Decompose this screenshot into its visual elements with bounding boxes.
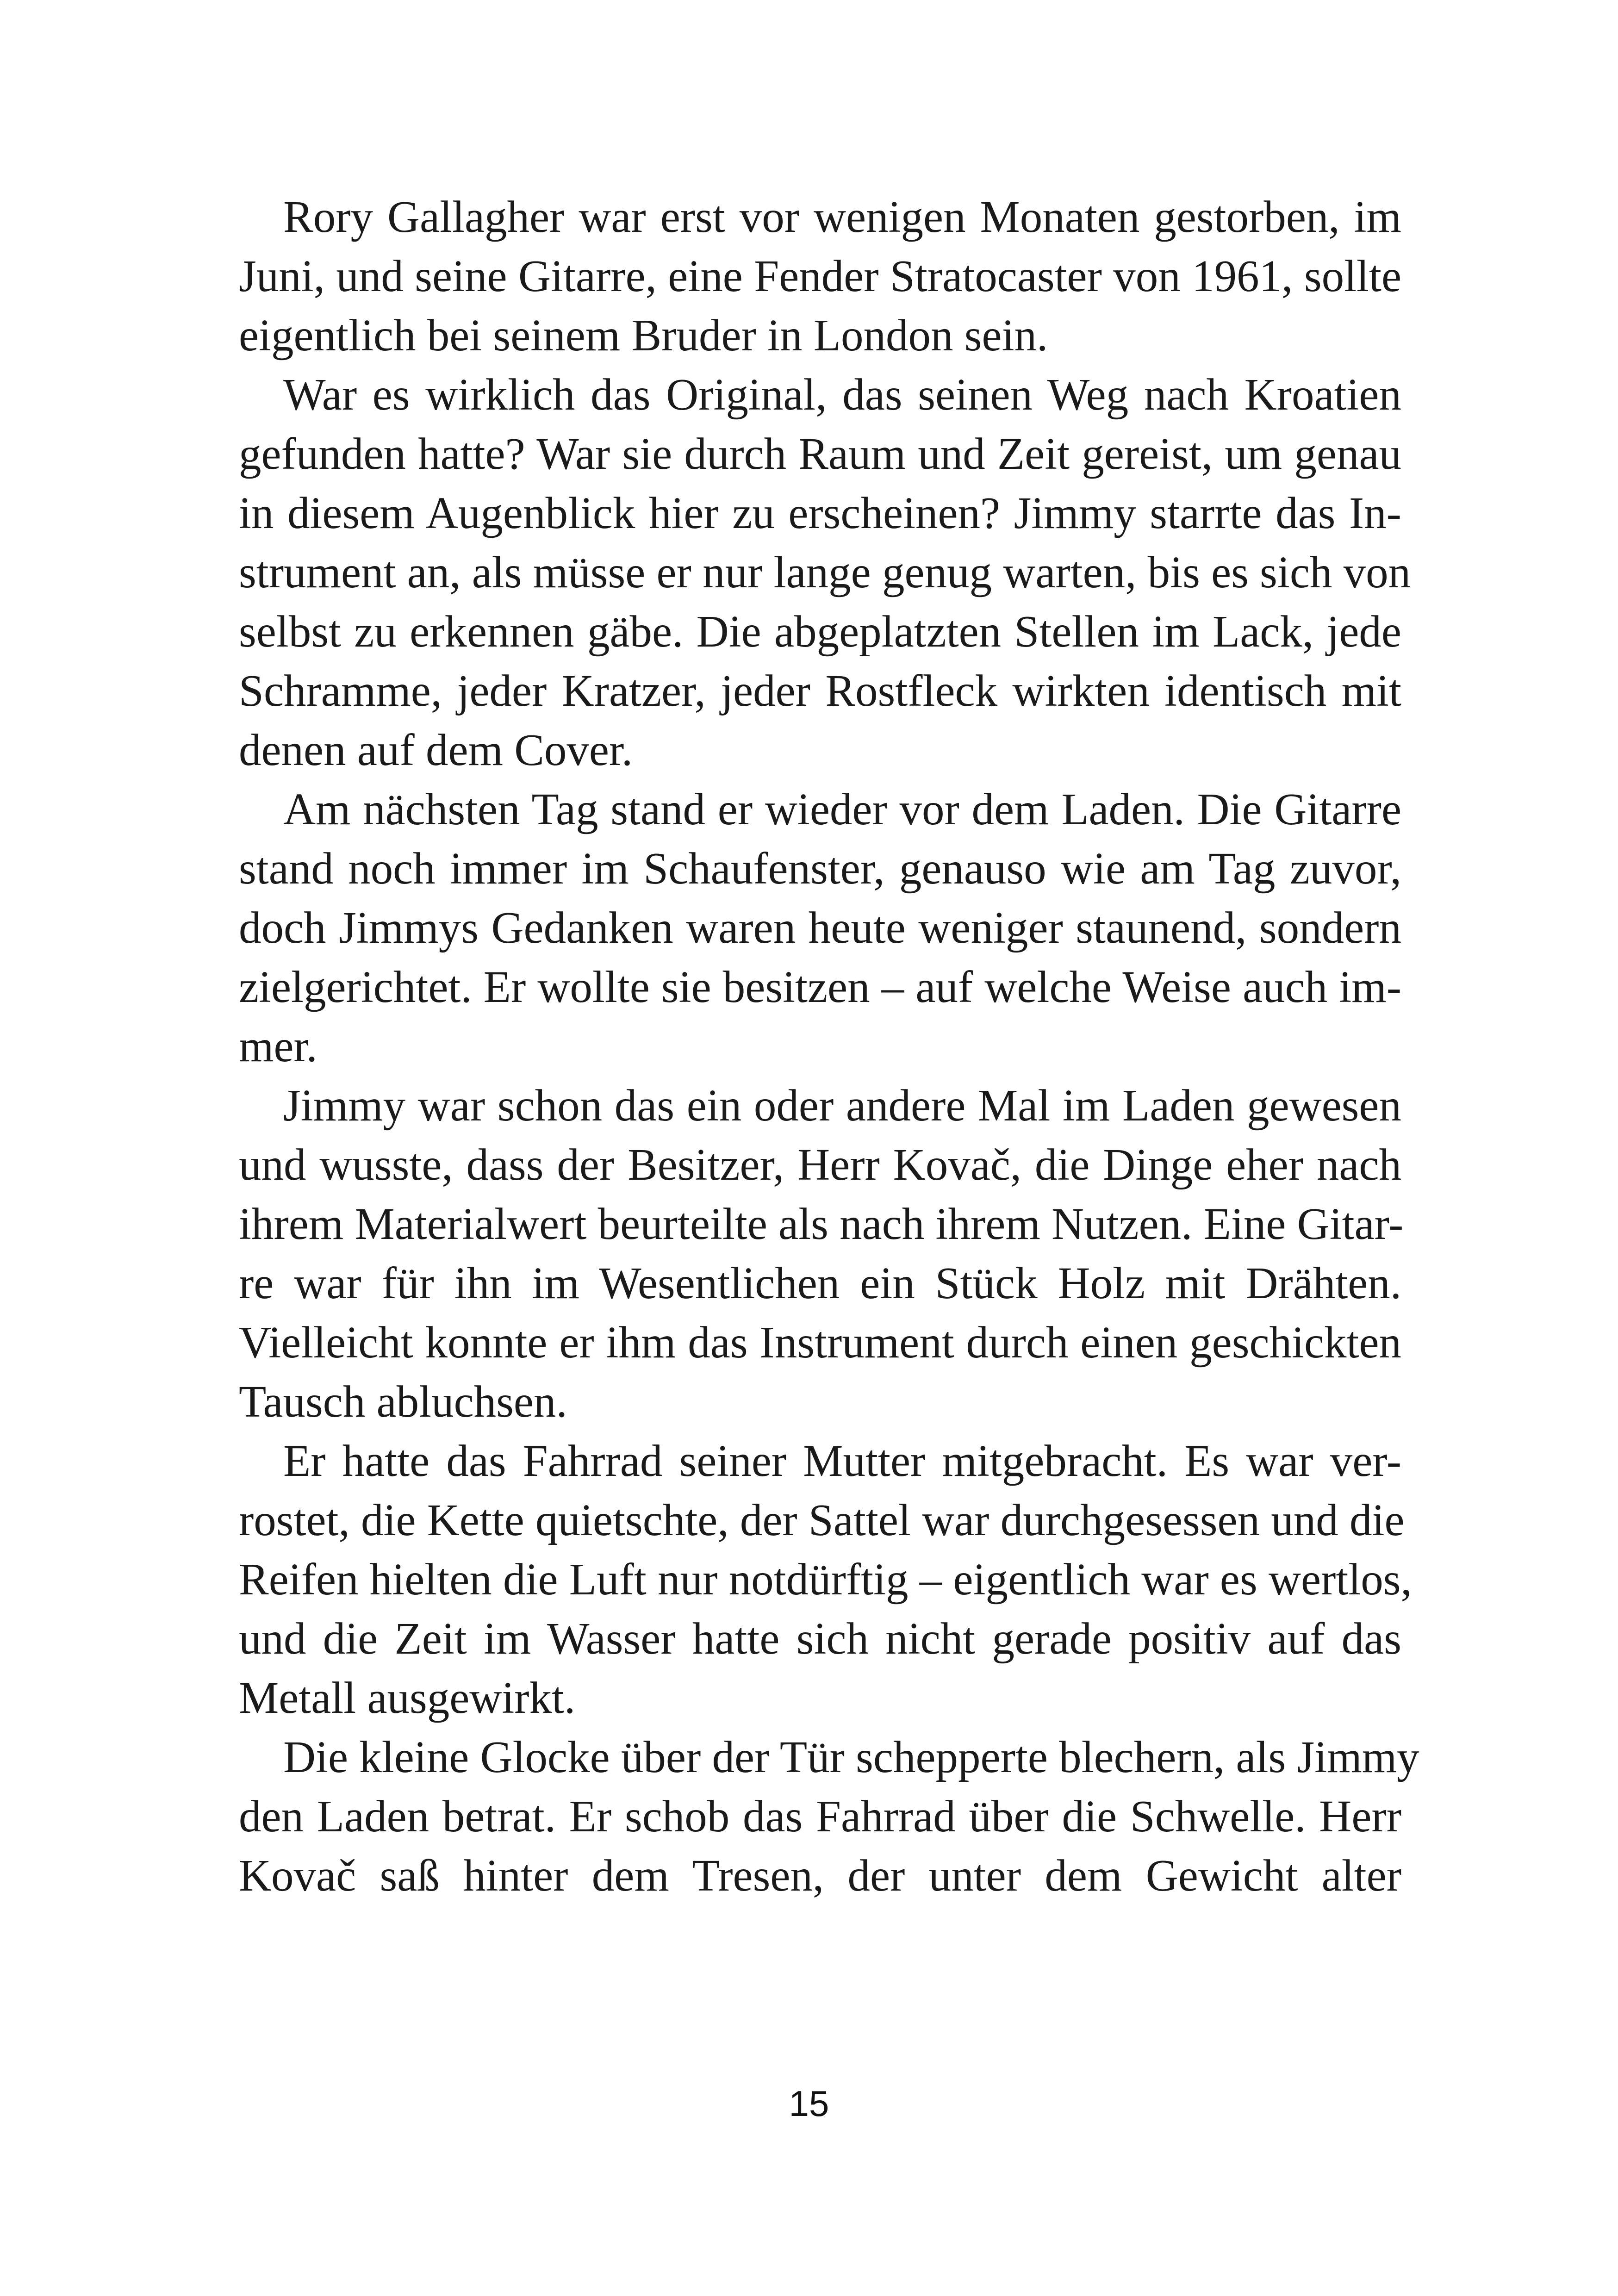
text-line: Jimmy war schon das ein oder andere Mal im Laden gewesen [283,1081,1401,1130]
text-line: und wusste, dass der Besitzer, Herr Kovač, die Dinge eher nach [239,1140,1401,1189]
text-line: doch Jimmys Gedanken waren heute weniger staunend, sondern [239,903,1401,952]
text-line: Kovač saß hinter dem Tresen, der unter dem Gewicht alter [239,1851,1401,1900]
text-line: ihrem Materialwert beurteilte als nach ihrem Nutzen. Eine Gitar- [239,1199,1404,1249]
text-line: denen auf dem Cover. [239,725,633,775]
text-line: und die Zeit im Wasser hatte sich nicht gerade positiv auf das [239,1614,1401,1663]
text-line: Am nächsten Tag stand er wieder vor dem Laden. Die Gitarre [283,784,1401,834]
paragraph [239,1728,1419,1905]
text-line: strument an, als müsse er nur lange genug warten, bis es sich von [239,548,1411,597]
text-line: eigentlich bei seinem Bruder in London sein. [239,311,1048,360]
body-text [239,187,1419,1905]
paragraph [239,1431,1412,1728]
text-line: stand noch immer im Schaufenster, genauso wie am Tag zuvor, [239,844,1401,893]
paragraph [239,187,1401,365]
text-line: gefunden hatte? War sie durch Raum und Zeit gereist, um genau [239,429,1401,479]
text-line: Rory Gallagher war erst vor wenigen Monaten gestorben, im [283,192,1401,242]
text-line: selbst zu erkennen gäbe. Die abgeplatzten Stellen im Lack, jede [239,607,1401,656]
text-line: Juni, und seine Gitarre, eine Fender Stratocaster von 1961, sollte [239,251,1401,301]
text-line: Schramme, jeder Kratzer, jeder Rostfleck wirkten identisch mit [239,666,1401,716]
text-line: Reifen hielten die Luft nur notdürftig – eigentlich war es wertlos, [239,1555,1412,1604]
text-line: Metall ausgewirkt. [239,1673,576,1723]
text-line: Tausch abluchsen. [239,1377,567,1426]
text-line: Vielleicht konnte er ihm das Instrument durch einen geschickten [239,1318,1401,1367]
text-line: zielgerichtet. Er wollte sie besitzen – auf welche Weise auch im- [239,962,1401,1012]
text-line: Die kleine Glocke über der Tür schepperte blechern, als Jimmy [283,1732,1419,1782]
text-line: Er hatte das Fahrrad seiner Mutter mitgebracht. Es war ver- [283,1436,1401,1486]
page-number: 15 [789,2083,829,2124]
text-line: in diesem Augenblick hier zu erscheinen? Jimmy starrte das In- [239,488,1401,538]
text-line: War es wirklich das Original, das seinen Weg nach Kroatien [283,370,1401,419]
text-line: mer. [239,1021,317,1071]
paragraph [239,780,1401,1076]
paragraph [239,365,1411,780]
text-line: rostet, die Kette quietschte, der Sattel war durchgesessen und die [239,1495,1405,1545]
text-line: re war für ihn im Wesentlichen ein Stück Holz mit Drähten. [239,1258,1401,1308]
paragraph [239,1076,1404,1431]
text-line: den Laden betrat. Er schob das Fahrrad über die Schwelle. Herr [239,1792,1401,1841]
